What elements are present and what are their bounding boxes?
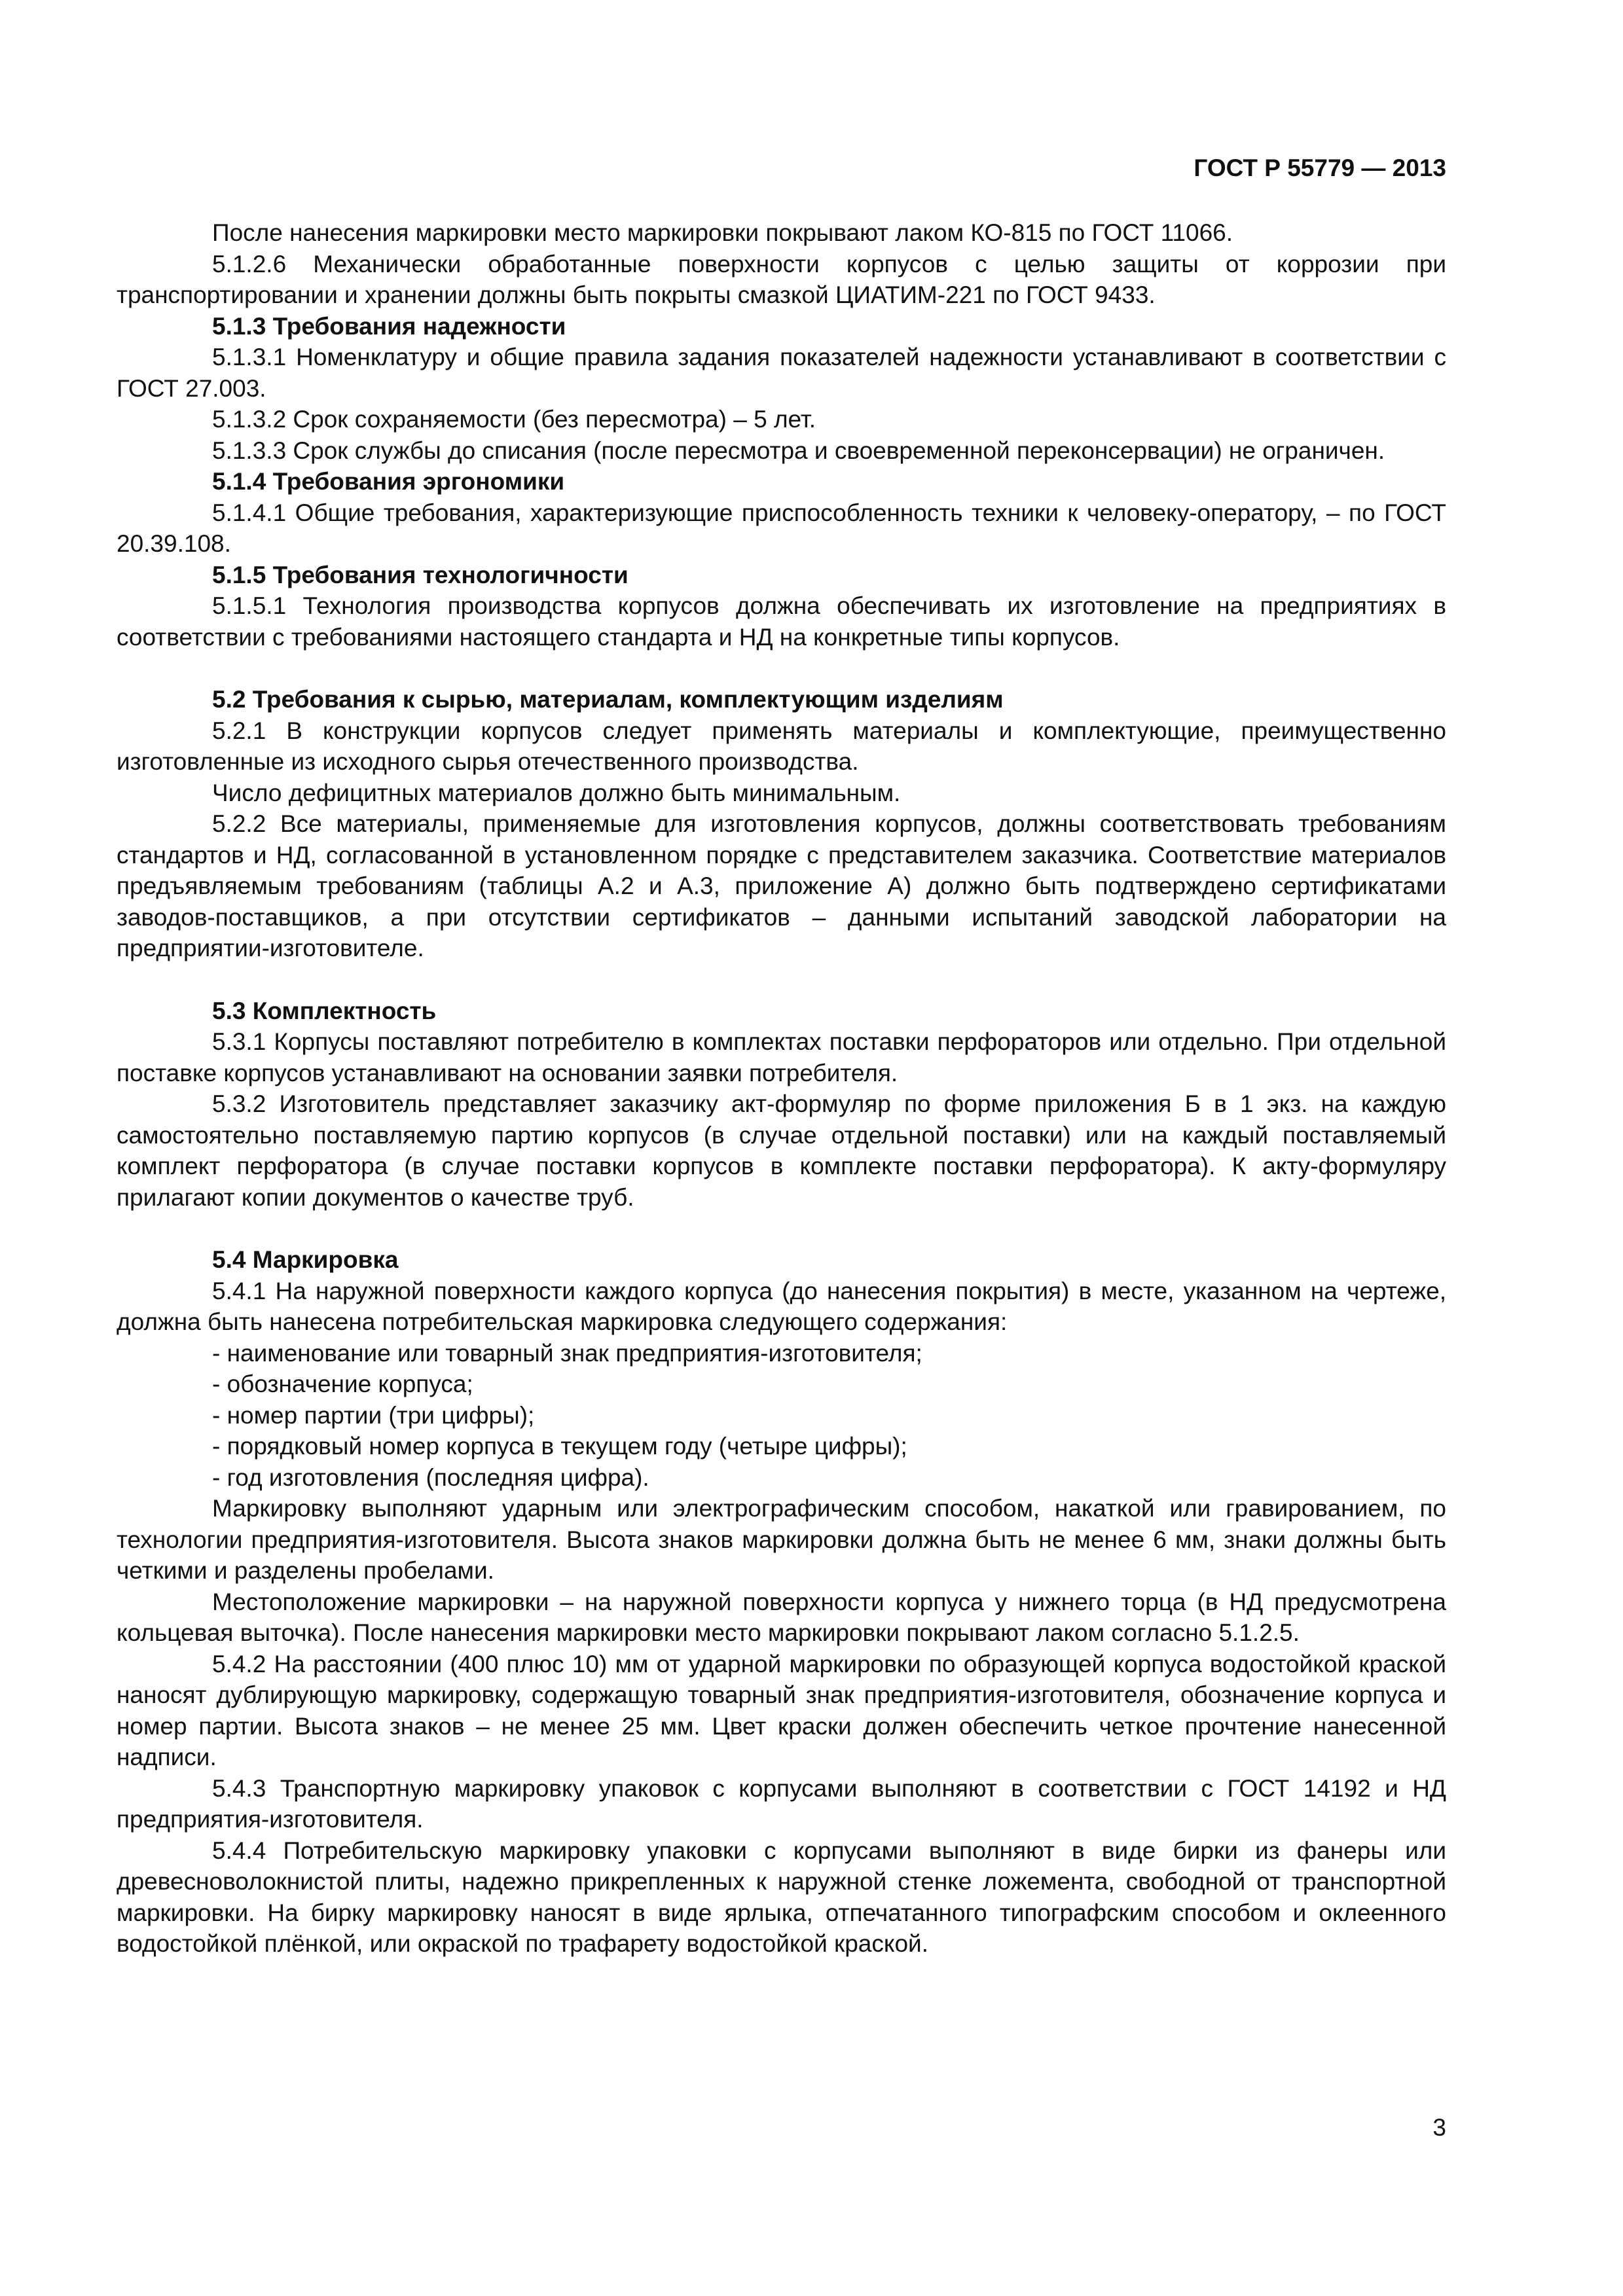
paragraph-5-1-5-1: 5.1.5.1 Технология производства корпусов должна обеспечивать их изготовление на предприятиях в соответствии с требованиями настоящего стандарта и НД на конкретные типы корпусов. — [117, 592, 1446, 651]
list-item: - наименование или товарный знак предприятия-изготовителя; — [212, 1339, 922, 1367]
paragraph-marking-lacquer: После нанесения маркировки место маркировки покрывают лаком КО-815 по ГОСТ 11066. — [212, 219, 1233, 246]
heading-5-2: 5.2 Требования к сырью, материалам, комплектующим изделиям — [212, 686, 1004, 713]
paragraph-marking-method: Маркировку выполняют ударным или электрографическим способом, накаткой или гравированием, по технологии предприятия-изготовителя. Высота знаков маркировки должна быть не менее 6 мм, знаки должны быть четкими и разделены пробелами. — [117, 1495, 1446, 1584]
list-item: - год изготовления (последняя цифра). — [212, 1463, 649, 1491]
paragraph-5-3-1: 5.3.1 Корпусы поставляют потребителю в комплектах поставки перфораторов или отдельно. При отдельной поставке корпусов устанавливают на основании заявки потребителя. — [117, 1028, 1446, 1086]
heading-5-3: 5.3 Комплектность — [212, 997, 437, 1024]
heading-5-1-5: 5.1.5 Требования технологичности — [212, 561, 629, 588]
paragraph-5-3-2: 5.3.2 Изготовитель представляет заказчику акт-формуляр по форме приложения Б в 1 экз. на каждую самостоятельно поставляемую партию корпусов (в случае отдельной поставки) или на каждый поставляемый комплект перфоратора (в случае поставки корпусов в комплекте поставки перфоратора). К акту-формуляру прилагают копии документов о качестве труб. — [117, 1090, 1446, 1211]
paragraph-5-1-4-1: 5.1.4.1 Общие требования, характеризующие приспособленность техники к человеку-оператору, – по ГОСТ 20.39.108. — [117, 499, 1446, 557]
list-item: - номер партии (три цифры); — [212, 1401, 535, 1429]
heading-5-1-4: 5.1.4 Требования эргономики — [212, 468, 565, 495]
paragraph-5-1-2-6: 5.1.2.6 Механически обработанные поверхности корпусов с целью защиты от коррозии при транспортировании и хранении должны быть покрыты смазкой ЦИАТИМ-221 по ГОСТ 9433. — [117, 250, 1446, 308]
paragraph-5-1-3-3: 5.1.3.3 Срок службы до списания (после пересмотра и своевременной переконсервации) не ограничен. — [212, 437, 1385, 464]
list-item: - обозначение корпуса; — [212, 1371, 473, 1397]
paragraph-5-2-1: 5.2.1 В конструкции корпусов следует применять материалы и комплектующие, преимущественно изготовленные из исходного сырья отечественного производства. — [117, 717, 1446, 775]
heading-5-1-3: 5.1.3 Требования надежности — [212, 312, 566, 340]
paragraph-5-2-1-scarce: Число дефицитных материалов должно быть минимальным. — [212, 779, 901, 806]
page-number: 3 — [1432, 2114, 1446, 2141]
paragraph-5-4-2: 5.4.2 На расстоянии (400 плюс 10) мм от ударной маркировки по образующей корпуса водостойкой краской наносят дублирующую маркировку, содержащую товарный знак предприятия-изготовителя, обозначение корпуса и номер партии. Высота знаков – не менее 25 мм. Цвет краски должен обеспечить четкое прочтение нанесенной надписи. — [117, 1650, 1446, 1770]
paragraph-5-1-3-1: 5.1.3.1 Номенклатуру и общие правила задания показателей надежности устанавливают в соответствии с ГОСТ 27.003. — [117, 344, 1446, 402]
paragraph-5-2-2: 5.2.2 Все материалы, применяемые для изготовления корпусов, должны соответствовать требованиям стандартов и НД, согласованной в установленном порядке с представителем заказчика. Соответствие материалов предъявляемым требованиям (таблицы А.2 и А.3, приложение А) должно быть подтверждено сертификатами заводов-поставщиков, а при отсутствии сертификатов – данными испытаний заводской лаборатории на предприятии-изготовителе. — [117, 810, 1446, 961]
document-body — [117, 217, 1446, 1960]
heading-5-4: 5.4 Маркировка — [212, 1246, 399, 1273]
paragraph-5-4-4: 5.4.4 Потребительскую маркировку упаковки с корпусами выполняют в виде бирки из фанеры или древесноволокнистой плиты, надежно прикрепленных к наружной стенке ложемента, свободной от транспортной маркировки. На бирку маркировку наносят в виде ярлыка, отпечатанного типографским способом и оклеенного водостойкой плёнкой, или окраской по трафарету водостойкой краской. — [117, 1837, 1446, 1957]
paragraph-marking-location: Местоположение маркировки – на наружной поверхности корпуса у нижнего торца (в НД предусмотрена кольцевая выточка). После нанесения маркировки место маркировки покрывают лаком согласно 5.1.2.5. — [117, 1588, 1446, 1646]
list-item: - порядковый номер корпуса в текущем году (четыре цифры); — [212, 1433, 907, 1460]
document-standard-number: ГОСТ Р 55779 — 2013 — [1194, 154, 1446, 181]
paragraph-5-1-3-2: 5.1.3.2 Срок сохраняемости (без пересмотра) – 5 лет. — [212, 406, 816, 433]
paragraph-5-4-1: 5.4.1 На наружной поверхности каждого корпуса (до нанесения покрытия) в месте, указанном на чертеже, должна быть нанесена потребительская маркировка следующего содержания: — [117, 1277, 1446, 1335]
paragraph-5-4-3: 5.4.3 Транспортную маркировку упаковок с корпусами выполняют в соответствии с ГОСТ 14192 и НД предприятия-изготовителя. — [117, 1774, 1446, 1833]
